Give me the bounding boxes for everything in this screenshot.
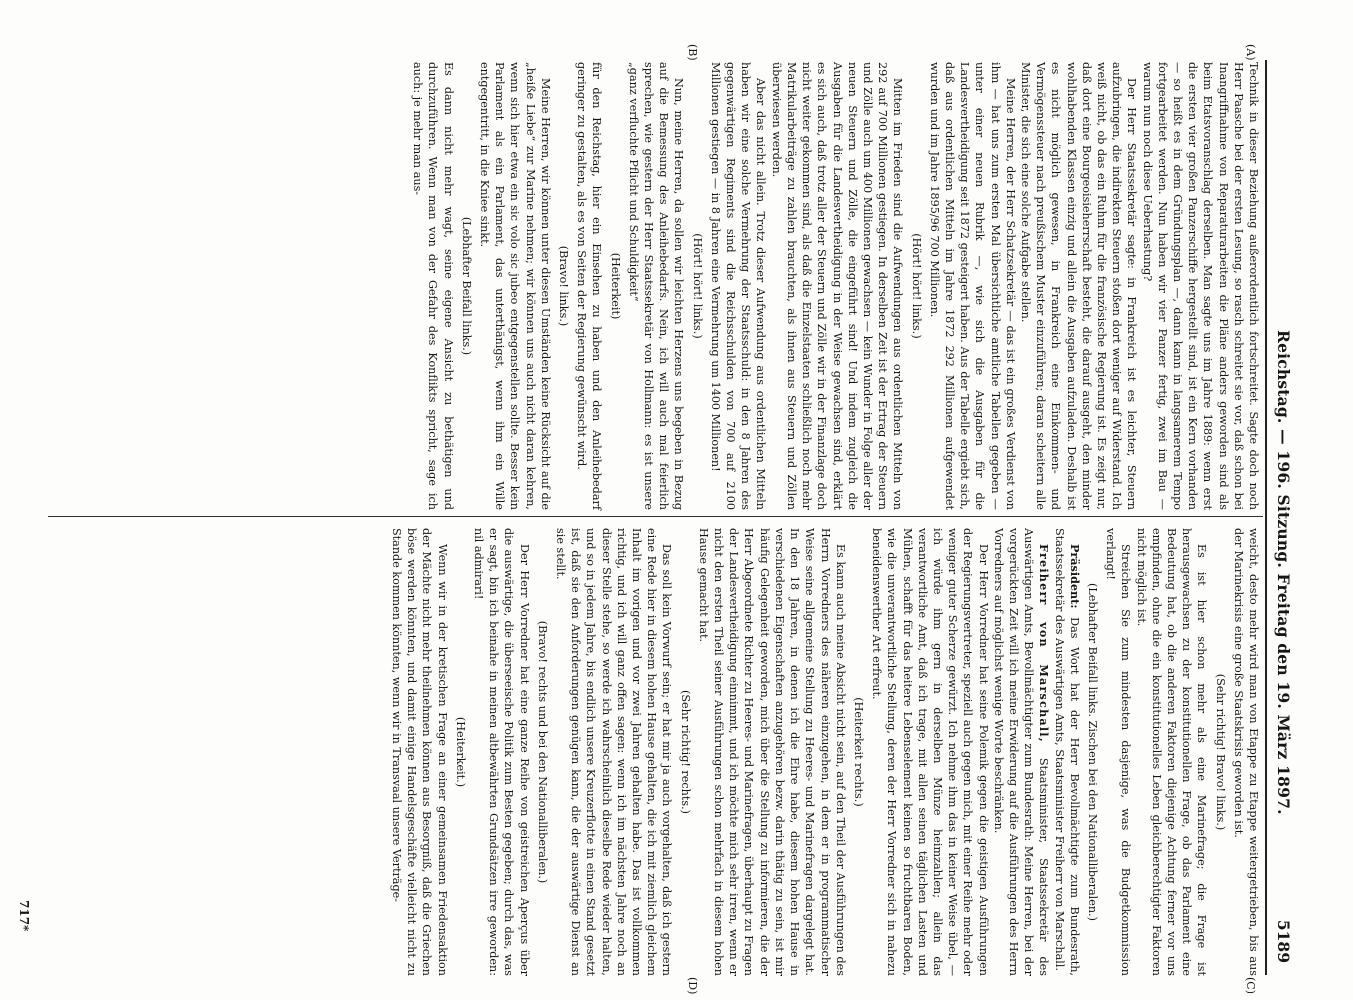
speaker-text: Staatsminister, Staatssekretär des Auswärtigen Amts, Bevollmächtigter zum Bundesrath: Meine Herren, bei der vorgerückten Zeit will ich meine Erwiderung auf die Ausführungen des Herrn Vorredners auf möglichst wenige Worte beschränken. [991, 528, 1051, 977]
left-paragraph-2: Der Herr Staatssekretär sagte: in Frankreich ist es leichter, Steuern aufzubringen, die indirekten Steuern stoßen dort weniger auf Widerstand. Ich weiß nicht, ob das ein Ruhm für die französische Regierung ist. Es zeigt nur, daß dort eine Bourgeoisieherrschaft besteht, die darauf ausgeht, den minder wohlhabenden Klassen einzig und allein die Ausgaben aufzuladen. Deshalb ist es nicht möglich gewesen, in Frankreich eine Einkommen- und Vermögenssteuer nach preußischem Muster einzuführen; daran scheitern alle Minister, die sich eine solche Aufgabe stellen. [1018, 62, 1139, 510]
left-interjection-3: (Heiterkeit) [608, 252, 622, 320]
president-text: Das Wort hat der Herr Bevollmächtigte zum Bundesrath, Staatssekretär des Auswärtigen Amts, Staatsminister Freiherr von Marschall. [1052, 528, 1081, 976]
left-paragraph-3: Meine Herren, der Herr Schatzsekretär — das ist ein großes Verdienst von ihm — hat uns zum ersten Mal übersichtliche amtliche Tabellen gegeben — unter einer neuen Rubrik —, wie sich die Ausgaben für die Landesvertheidigung seit 1872 gesteigert haben. Aus der Tabelle ergiebt sich, daß aus ordentlichen Mitteln im Jahre 1872 292 Millionen aufgewendet wurden und im Jahre 1895/96 700 Millionen. [927, 62, 1017, 510]
left-paragraph-9: Es dann nicht mehr wagt, seine eigene Ansicht zu bethätigen und durchzuführen. Wenn man von der Gefahr des Konflikts spricht, sage ich auch: je mehr man aus- [411, 62, 455, 510]
right-paragraph-4 [1051, 528, 1081, 976]
signature-mark: 717* [17, 900, 31, 932]
right-paragraph-3: Streichen Sie zum mindesten dasjenige, was die Budgetkommission verlangt! [1104, 528, 1133, 976]
left-paragraph-4: Mitten im Frieden sind die Aufwendungen aus ordentlichen Mitteln von 292 auf 700 Millionen gestiegen. In derselben Zeit ist der Ertrag der Steuern und Zölle auch um 400 Millionen gewachsen — kein Wunder in Folge aller der neuen Steuern und Zölle, die eingeführt sind! Und indem zugleich die Ausgaben für die Landesvertheidigung in der Weise gewachsen sind, erklärt es sich auch, daß trotz aller der Steuern und Zölle wir in der Finanzlage doch nicht weiter gekommen sind, als daß die Einzelstaaten schließlich noch mehr Matrikularbeiträge zu zahlen brauchten, als ihnen aus Steuern und Zöllen überwiesen werden. [769, 62, 905, 510]
right-paragraph-5 [991, 528, 1052, 976]
left-column [410, 62, 1261, 510]
right-interjection-3: (Heiterkeit rechts.) [851, 697, 865, 807]
right-paragraph-6: Der Herr Vorredner hat seine Polemik gegen die geistigen Ausführungen der Regierungsvertreter, speziell auch gegen mich, mit einer Reihe mehr oder weniger guter Scherze gewürzt. Ich nehme ihm das in keiner Weise übel, — ich würde ihm gern in derselben Münze heimzahlen; allein das verantwortliche Amt, daß ich trage, mit allen seinen täglichen Lasten und Mühen, schafft für das heitere Lebenselement keinen so fruchtbaren Boden, wie die unverantwortliche Stellung, deren der Herr Vorredner sich in nahezu beneidenswerther Art erfreut. [870, 528, 990, 976]
right-paragraph-9: Der Herr Vorredner hat eine ganze Reihe von geistreichen Aperçus über die auswärtige, die überseeische Politik zum Besten gegeben; durch das, was er sagt, bin ich beinahe in meinen altbewährten Grundsätzen irre geworden: nil admirari! [472, 528, 531, 976]
president-label: Präsident: [1067, 544, 1082, 609]
left-interjection-2: (Hört! hört! links.) [690, 233, 704, 339]
right-interjection-5: (Bravo! rechts und bei den Nationalliberalen.) [535, 620, 549, 884]
left-paragraph-6: Nun, meine Herren, da sollen wir leichten Herzens uns begeben in Bezug auf die Bemessung des Anleihebedarfs. Nein, ich will auch mal feierlich sprechen, wie gestern der Herr Staatssekretär von Hollmann: es ist unsere „ganz verfluchte Pflicht und Schuldigkeit“ [626, 62, 686, 510]
right-interjection-6: (Heiterkeit.) [453, 716, 467, 788]
right-interjection-4: (Sehr richtig! rechts.) [678, 689, 692, 815]
right-column [389, 528, 1261, 976]
left-interjection-1: (Hört! hört! links.) [909, 233, 923, 339]
right-paragraph-1: weicht, desto mehr wird man von Etappe zu Etappe weitergetrieben, bis aus der Marinekrisis eine große Staatskrisis geworden ist. [1231, 528, 1260, 976]
speaker-name: Freiherr von Marschall, [1037, 544, 1052, 743]
page-header [1269, 60, 1295, 975]
margin-mark-a: (A) [1244, 44, 1257, 61]
left-paragraph-1: Technik in dieser Beziehung außerordentlich fortschreitet. Sagte doch noch Herr Paasche bei der ersten Lesung, so rasch schreitet sie vor, daß schon bei Inangriffnahme von Reparaturarbeiten die Pläne anders geworden sind als beim Etatsvoranschlag derselben. Man sagte uns im Jahre 1889: wenn erst die ersten vier großen Panzerschiffe hergestellt sind, ist ein Kern vorhanden — so heißt es in dem Gründungsplan —, dann kann in langsamerem Tempo fortgearbeitet werden. Nun haben wir vier Panzer fertig, zwei im Bau — warum nun noch diese Ueberhastung? [1140, 62, 1260, 510]
right-paragraph-2: Es ist hier schon mehr als eine Marinefrage; die Frage ist herausgewachsen zu der konstitutionellen Frage, ob das Parlament eine Bedeutung hat, ob die anderen Faktoren diejenige Achtung ferner vor uns empfinden, ohne die ein konstitutionelles Leben gleichberechtigter Faktoren nicht möglich ist. [1134, 528, 1209, 976]
right-paragraph-10: Wenn wir in der kretischen Frage an einer gemeinsamen Friedensaktion der Mächte nicht mehr theilnehmen können aus Besorgniß, daß die Griechen böse werden könnten, und damit einige Handelsgeschäfte vielleicht nicht zu Stande kommen könnten, wenn wir in Transvaal unsere Verträge- [390, 528, 449, 976]
margin-mark-c: (C) [1244, 977, 1257, 994]
left-paragraph-7: für den Reichstag, hier ein Einsehen zu haben und den Anleihebedarf geringer zu gestalten, als es von Seiten der Regierung gewünscht wird. [575, 62, 604, 510]
right-paragraph-8: Das soll kein Vorwurf sein; er hat mir ja auch vorgehalten, daß ich gestern eine Rede hier in diesem hohen Hause gehalten, die ich mit ziemlich gleichem Inhalt im vorigen und vor zwei Jahren gehalten habe. Das ist vollkommen richtig, und ich will ganz offen sagen: wenn ich im nächsten Jahre noch an dieser Stelle stehe, so werde ich wahrscheinlich dieselbe Rede wieder halten, und so in jedem Jahre, bis endlich unsere Kreuzerflotte in einen Stand gesetzt ist, daß sie den Anforderungen genügen kann, die der auswärtige Dienst an sie stellt. [554, 528, 674, 976]
left-paragraph-8: Meine Herren, wir können unter diesen Umständen keine Rücksicht auf die „heiße Liebe“ zur Marine nehmen; wir können uns auch nicht daran kehren, wenn sich hier etwa ein sic volo sic jubeo entgegenstellen sollte. Besser kein Parlament als ein Parlament, das unterthänigst, wenn ihm ein Wille entgegentritt, in die Kniee sinkt. [478, 62, 552, 510]
page-number: 5189 [1274, 919, 1293, 963]
left-interjection-4: (Bravo! links.) [557, 245, 571, 327]
right-interjection-2: (Lebhafter Beifall links. Zischen bei den Nationalliberalen.) [1085, 583, 1099, 921]
right-paragraph-7: Es kann auch meine Absicht nicht sein, auf den Theil der Ausführungen des Herrn Vorredners des näheren einzugehen, in dem er in programmatischer Weise seine allgemeine Stellung zu Heeres- und Marinefragen dargelegt hat. In den 18 Jahren, in denen ich die Ehre habe, diesem hohen Hause in verschiedenen Eigenschaften anzugehören bezw. darin thätig zu sein, ist mir häufig Gelegenheit geworden, mich über die Stellung zu informieren, die der Herr Abgeordnete Richter zu Heeres- und Marinefragen, überhaupt zu Fragen der Landesvertheidigung einnimmt, und ich möchte mich sehr irren, wenn er nicht den ersten Theil seiner Ausführungen schon mehrfach in diesem hohen Hause gemacht hat. [696, 528, 847, 976]
margin-mark-d: (D) [686, 977, 699, 995]
column-divider [48, 516, 1263, 517]
header-rule [1265, 60, 1267, 975]
running-title: Reichstag. — 196. Sitzung. Freitag den 19. März 1897. [1274, 330, 1293, 815]
right-interjection-1: (Sehr richtig! Bravo! links.) [1213, 673, 1227, 831]
left-paragraph-5: Aber das nicht allein. Trotz dieser Aufwendung aus ordentlichen Mitteln haben wir eine solche Vermehrung der Staatsschuld: in den 8 Jahren des gegenwärtigen Regiments sind die Reichsschulden von 700 auf 2100 Millionen gestiegen — in 8 Jahren eine Vermehrung um 1400 Millionen! [708, 62, 768, 510]
margin-mark-b: (B) [686, 44, 699, 61]
left-interjection-5: (Lebhafter Beifall links.) [459, 216, 473, 356]
